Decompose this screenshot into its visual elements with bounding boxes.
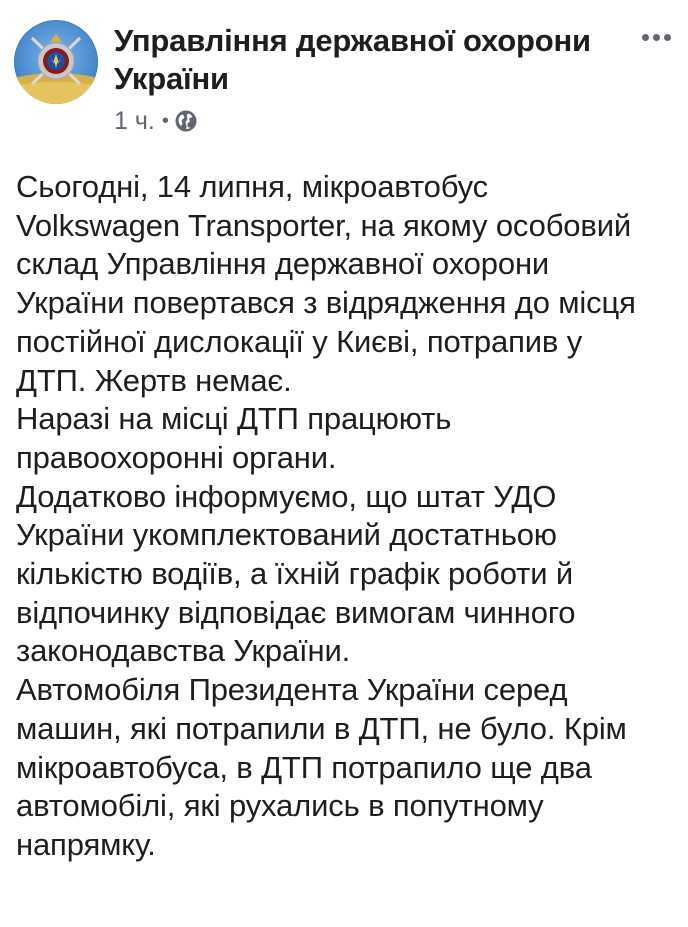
post-text-line: автомобілі, які рухались в попутному bbox=[16, 788, 544, 824]
post-text-line: ДТП. Жертв немає. bbox=[16, 362, 292, 398]
post-text-line: відпочинку відповідає вимогам чинного bbox=[16, 594, 576, 630]
post-text-line: України повертався з відрядження до місця bbox=[16, 285, 636, 321]
post-text-line: Сьогодні, 14 липня, мікроавтобус bbox=[16, 169, 488, 204]
meta-separator: • bbox=[161, 109, 169, 132]
more-dots-icon bbox=[664, 34, 671, 41]
post-meta bbox=[114, 104, 198, 138]
post-text-line: законодавства України. bbox=[16, 633, 351, 669]
post-timestamp[interactable]: 1 ч. bbox=[114, 106, 155, 135]
post-text-line: Наразі на місці ДТП працюють bbox=[16, 401, 452, 437]
post-text-line: правоохоронні органи. bbox=[16, 439, 337, 475]
post-text-line: постійної дислокації у Києві, потрапив у bbox=[16, 323, 583, 359]
post-text-line: мікроавтобуса, в ДТП потрапило ще два bbox=[16, 749, 592, 785]
post-text-line: машин, які потрапили в ДТП, не було. Крім bbox=[16, 710, 627, 746]
post-text-line: кількістю водіїв, а їхній графік роботи й bbox=[16, 556, 574, 592]
page-avatar[interactable] bbox=[14, 20, 98, 104]
post-text-line: склад Управління державної охорони bbox=[16, 246, 550, 282]
post-text-line: Volkswagen Transporter, на якому особовий bbox=[16, 207, 632, 243]
more-dots-icon bbox=[653, 34, 660, 41]
post-text-line: Додатково інформуємо, що штат УДО bbox=[16, 478, 557, 514]
emblem-avatar-icon bbox=[14, 20, 98, 104]
more-options-button[interactable] bbox=[636, 22, 676, 52]
post-text-line: Автомобіля Президента України серед bbox=[16, 672, 568, 708]
post-text-line: напрямку. bbox=[16, 826, 156, 862]
more-dots-icon bbox=[642, 34, 649, 41]
globe-icon[interactable] bbox=[174, 109, 198, 133]
post-text-line: України укомплектований достатньою bbox=[16, 517, 557, 553]
page-name-link[interactable]: Управління державної охорони України bbox=[114, 23, 591, 96]
post-body-text bbox=[16, 168, 680, 865]
